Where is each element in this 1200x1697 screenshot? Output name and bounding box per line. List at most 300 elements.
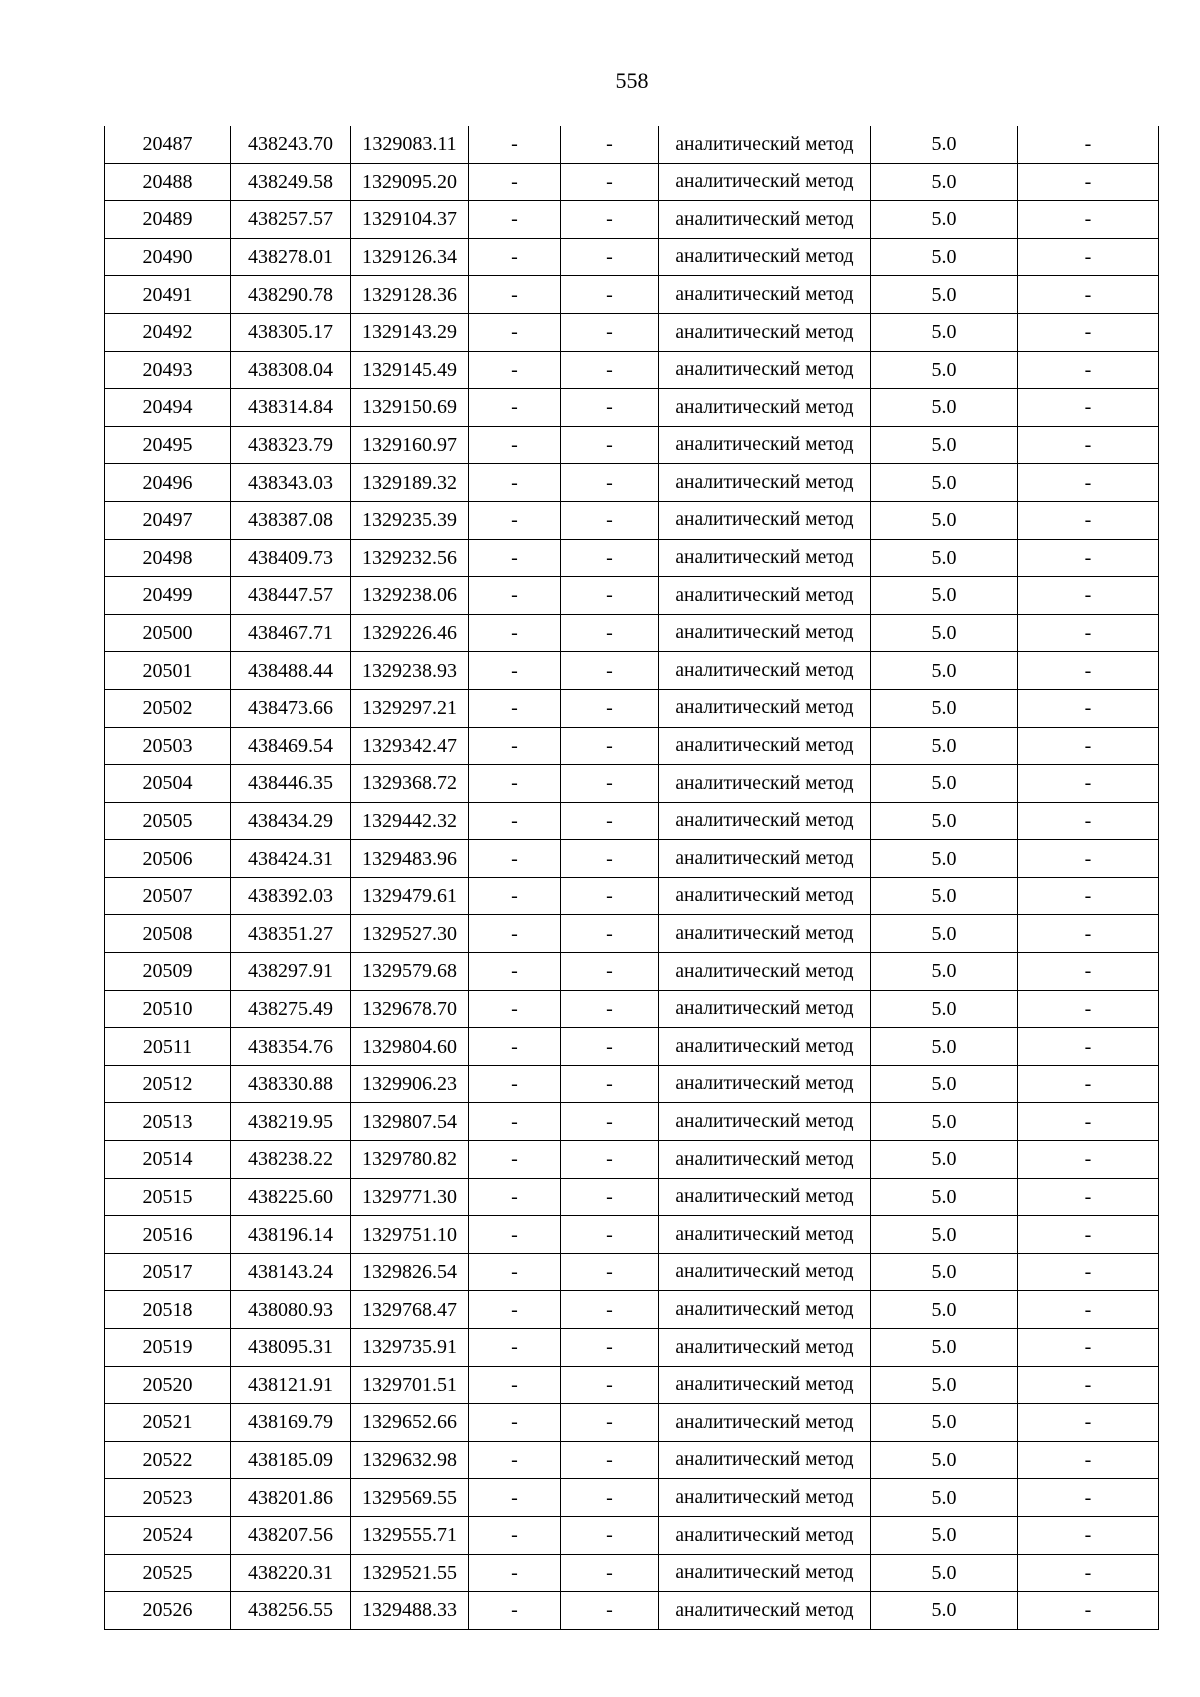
accuracy-cell: 5.0 <box>871 765 1018 803</box>
x-coordinate-cell: 438219.95 <box>231 1103 351 1141</box>
accuracy-cell: 5.0 <box>871 953 1018 991</box>
x-coordinate-cell: 438351.27 <box>231 915 351 953</box>
empty-cell: - <box>561 163 659 201</box>
empty-cell: - <box>1018 990 1159 1028</box>
point-number-cell: 20515 <box>105 1178 231 1216</box>
empty-cell: - <box>469 1366 561 1404</box>
x-coordinate-cell: 438185.09 <box>231 1441 351 1479</box>
empty-cell: - <box>469 915 561 953</box>
table-row <box>105 1065 1159 1103</box>
x-coordinate-cell: 438143.24 <box>231 1253 351 1291</box>
empty-cell: - <box>469 1141 561 1179</box>
point-number-cell: 20491 <box>105 276 231 314</box>
accuracy-cell: 5.0 <box>871 1216 1018 1254</box>
y-coordinate-cell: 1329143.29 <box>351 313 469 351</box>
x-coordinate-cell: 438243.70 <box>231 126 351 163</box>
point-number-cell: 20513 <box>105 1103 231 1141</box>
accuracy-cell: 5.0 <box>871 990 1018 1028</box>
method-cell: аналитический метод <box>659 1216 871 1254</box>
accuracy-cell: 5.0 <box>871 1028 1018 1066</box>
point-number-cell: 20512 <box>105 1065 231 1103</box>
point-number-cell: 20520 <box>105 1366 231 1404</box>
table-row <box>105 1592 1159 1630</box>
accuracy-cell: 5.0 <box>871 1291 1018 1329</box>
method-cell: аналитический метод <box>659 1103 871 1141</box>
method-cell: аналитический метод <box>659 1404 871 1442</box>
empty-cell: - <box>561 614 659 652</box>
x-coordinate-cell: 438467.71 <box>231 614 351 652</box>
accuracy-cell: 5.0 <box>871 201 1018 239</box>
method-cell: аналитический метод <box>659 689 871 727</box>
table-row <box>105 877 1159 915</box>
accuracy-cell: 5.0 <box>871 351 1018 389</box>
empty-cell: - <box>469 426 561 464</box>
accuracy-cell: 5.0 <box>871 652 1018 690</box>
table-row <box>105 1479 1159 1517</box>
table-row <box>105 501 1159 539</box>
table-row <box>105 1253 1159 1291</box>
empty-cell: - <box>469 1178 561 1216</box>
accuracy-cell: 5.0 <box>871 1592 1018 1630</box>
empty-cell: - <box>561 1329 659 1367</box>
y-coordinate-cell: 1329226.46 <box>351 614 469 652</box>
point-number-cell: 20497 <box>105 501 231 539</box>
empty-cell: - <box>561 1479 659 1517</box>
empty-cell: - <box>561 953 659 991</box>
x-coordinate-cell: 438169.79 <box>231 1404 351 1442</box>
point-number-cell: 20526 <box>105 1592 231 1630</box>
method-cell: аналитический метод <box>659 464 871 502</box>
y-coordinate-cell: 1329735.91 <box>351 1329 469 1367</box>
x-coordinate-cell: 438488.44 <box>231 652 351 690</box>
empty-cell: - <box>561 727 659 765</box>
table-row <box>105 1366 1159 1404</box>
table-row <box>105 765 1159 803</box>
empty-cell: - <box>561 1178 659 1216</box>
accuracy-cell: 5.0 <box>871 276 1018 314</box>
accuracy-cell: 5.0 <box>871 1329 1018 1367</box>
empty-cell: - <box>469 1441 561 1479</box>
table-row <box>105 464 1159 502</box>
method-cell: аналитический метод <box>659 877 871 915</box>
y-coordinate-cell: 1329579.68 <box>351 953 469 991</box>
point-number-cell: 20509 <box>105 953 231 991</box>
y-coordinate-cell: 1329083.11 <box>351 126 469 163</box>
table-row <box>105 1329 1159 1367</box>
empty-cell: - <box>469 689 561 727</box>
empty-cell: - <box>469 1479 561 1517</box>
empty-cell: - <box>561 840 659 878</box>
x-coordinate-cell: 438278.01 <box>231 238 351 276</box>
table-row <box>105 276 1159 314</box>
table-row <box>105 313 1159 351</box>
empty-cell: - <box>561 1404 659 1442</box>
point-number-cell: 20523 <box>105 1479 231 1517</box>
y-coordinate-cell: 1329652.66 <box>351 1404 469 1442</box>
method-cell: аналитический метод <box>659 652 871 690</box>
empty-cell: - <box>561 389 659 427</box>
y-coordinate-cell: 1329232.56 <box>351 539 469 577</box>
table-row <box>105 1404 1159 1442</box>
table-row <box>105 426 1159 464</box>
empty-cell: - <box>1018 201 1159 239</box>
empty-cell: - <box>1018 1479 1159 1517</box>
empty-cell: - <box>469 765 561 803</box>
accuracy-cell: 5.0 <box>871 802 1018 840</box>
empty-cell: - <box>1018 577 1159 615</box>
table-row <box>105 201 1159 239</box>
point-number-cell: 20524 <box>105 1516 231 1554</box>
method-cell: аналитический метод <box>659 1065 871 1103</box>
point-number-cell: 20500 <box>105 614 231 652</box>
empty-cell: - <box>561 689 659 727</box>
table-row <box>105 1141 1159 1179</box>
y-coordinate-cell: 1329569.55 <box>351 1479 469 1517</box>
empty-cell: - <box>469 727 561 765</box>
y-coordinate-cell: 1329128.36 <box>351 276 469 314</box>
point-number-cell: 20494 <box>105 389 231 427</box>
empty-cell: - <box>1018 1216 1159 1254</box>
y-coordinate-cell: 1329751.10 <box>351 1216 469 1254</box>
empty-cell: - <box>469 238 561 276</box>
empty-cell: - <box>1018 313 1159 351</box>
accuracy-cell: 5.0 <box>871 313 1018 351</box>
table-row <box>105 727 1159 765</box>
point-number-cell: 20519 <box>105 1329 231 1367</box>
empty-cell: - <box>469 1592 561 1630</box>
x-coordinate-cell: 438447.57 <box>231 577 351 615</box>
empty-cell: - <box>469 163 561 201</box>
empty-cell: - <box>469 1404 561 1442</box>
y-coordinate-cell: 1329297.21 <box>351 689 469 727</box>
accuracy-cell: 5.0 <box>871 1441 1018 1479</box>
empty-cell: - <box>561 577 659 615</box>
accuracy-cell: 5.0 <box>871 539 1018 577</box>
y-coordinate-cell: 1329342.47 <box>351 727 469 765</box>
x-coordinate-cell: 438249.58 <box>231 163 351 201</box>
page-number: 558 <box>615 68 649 93</box>
x-coordinate-cell: 438354.76 <box>231 1028 351 1066</box>
point-number-cell: 20516 <box>105 1216 231 1254</box>
method-cell: аналитический метод <box>659 1592 871 1630</box>
accuracy-cell: 5.0 <box>871 915 1018 953</box>
empty-cell: - <box>1018 1516 1159 1554</box>
empty-cell: - <box>469 953 561 991</box>
table-row <box>105 915 1159 953</box>
table-row <box>105 1103 1159 1141</box>
empty-cell: - <box>469 877 561 915</box>
empty-cell: - <box>561 1554 659 1592</box>
x-coordinate-cell: 438256.55 <box>231 1592 351 1630</box>
empty-cell: - <box>561 1592 659 1630</box>
empty-cell: - <box>561 877 659 915</box>
table-row <box>105 1028 1159 1066</box>
accuracy-cell: 5.0 <box>871 1554 1018 1592</box>
point-number-cell: 20506 <box>105 840 231 878</box>
method-cell: аналитический метод <box>659 614 871 652</box>
y-coordinate-cell: 1329768.47 <box>351 1291 469 1329</box>
method-cell: аналитический метод <box>659 351 871 389</box>
empty-cell: - <box>561 1516 659 1554</box>
point-number-cell: 20492 <box>105 313 231 351</box>
method-cell: аналитический метод <box>659 276 871 314</box>
table-row <box>105 1554 1159 1592</box>
empty-cell: - <box>1018 276 1159 314</box>
x-coordinate-cell: 438469.54 <box>231 727 351 765</box>
empty-cell: - <box>561 501 659 539</box>
table-row <box>105 163 1159 201</box>
method-cell: аналитический метод <box>659 840 871 878</box>
empty-cell: - <box>469 1216 561 1254</box>
method-cell: аналитический метод <box>659 1479 871 1517</box>
empty-cell: - <box>469 126 561 163</box>
y-coordinate-cell: 1329678.70 <box>351 990 469 1028</box>
point-number-cell: 20510 <box>105 990 231 1028</box>
empty-cell: - <box>1018 802 1159 840</box>
x-coordinate-cell: 438201.86 <box>231 1479 351 1517</box>
empty-cell: - <box>561 1216 659 1254</box>
empty-cell: - <box>469 1516 561 1554</box>
empty-cell: - <box>1018 689 1159 727</box>
y-coordinate-cell: 1329780.82 <box>351 1141 469 1179</box>
table-row <box>105 1291 1159 1329</box>
table-row <box>105 652 1159 690</box>
method-cell: аналитический метод <box>659 1441 871 1479</box>
empty-cell: - <box>1018 614 1159 652</box>
y-coordinate-cell: 1329238.06 <box>351 577 469 615</box>
empty-cell: - <box>1018 1366 1159 1404</box>
empty-cell: - <box>561 990 659 1028</box>
y-coordinate-cell: 1329479.61 <box>351 877 469 915</box>
empty-cell: - <box>561 765 659 803</box>
empty-cell: - <box>469 1065 561 1103</box>
empty-cell: - <box>1018 464 1159 502</box>
empty-cell: - <box>469 1291 561 1329</box>
empty-cell: - <box>561 126 659 163</box>
table-row <box>105 953 1159 991</box>
method-cell: аналитический метод <box>659 163 871 201</box>
y-coordinate-cell: 1329488.33 <box>351 1592 469 1630</box>
empty-cell: - <box>1018 163 1159 201</box>
point-number-cell: 20490 <box>105 238 231 276</box>
method-cell: аналитический метод <box>659 577 871 615</box>
table-row <box>105 1516 1159 1554</box>
empty-cell: - <box>1018 126 1159 163</box>
x-coordinate-cell: 438323.79 <box>231 426 351 464</box>
empty-cell: - <box>561 1141 659 1179</box>
method-cell: аналитический метод <box>659 990 871 1028</box>
method-cell: аналитический метод <box>659 1366 871 1404</box>
empty-cell: - <box>469 990 561 1028</box>
empty-cell: - <box>1018 351 1159 389</box>
y-coordinate-cell: 1329483.96 <box>351 840 469 878</box>
x-coordinate-cell: 438446.35 <box>231 765 351 803</box>
point-number-cell: 20508 <box>105 915 231 953</box>
y-coordinate-cell: 1329095.20 <box>351 163 469 201</box>
method-cell: аналитический метод <box>659 953 871 991</box>
x-coordinate-cell: 438080.93 <box>231 1291 351 1329</box>
x-coordinate-cell: 438314.84 <box>231 389 351 427</box>
empty-cell: - <box>1018 1028 1159 1066</box>
method-cell: аналитический метод <box>659 727 871 765</box>
x-coordinate-cell: 438473.66 <box>231 689 351 727</box>
empty-cell: - <box>1018 652 1159 690</box>
y-coordinate-cell: 1329368.72 <box>351 765 469 803</box>
empty-cell: - <box>1018 840 1159 878</box>
point-number-cell: 20488 <box>105 163 231 201</box>
empty-cell: - <box>1018 426 1159 464</box>
accuracy-cell: 5.0 <box>871 577 1018 615</box>
accuracy-cell: 5.0 <box>871 1516 1018 1554</box>
x-coordinate-cell: 438095.31 <box>231 1329 351 1367</box>
method-cell: аналитический метод <box>659 1516 871 1554</box>
x-coordinate-cell: 438434.29 <box>231 802 351 840</box>
empty-cell: - <box>469 464 561 502</box>
x-coordinate-cell: 438257.57 <box>231 201 351 239</box>
accuracy-cell: 5.0 <box>871 614 1018 652</box>
y-coordinate-cell: 1329160.97 <box>351 426 469 464</box>
empty-cell: - <box>1018 539 1159 577</box>
point-number-cell: 20495 <box>105 426 231 464</box>
method-cell: аналитический метод <box>659 539 871 577</box>
empty-cell: - <box>469 1028 561 1066</box>
method-cell: аналитический метод <box>659 1554 871 1592</box>
accuracy-cell: 5.0 <box>871 126 1018 163</box>
empty-cell: - <box>561 1441 659 1479</box>
y-coordinate-cell: 1329104.37 <box>351 201 469 239</box>
empty-cell: - <box>1018 1554 1159 1592</box>
method-cell: аналитический метод <box>659 238 871 276</box>
empty-cell: - <box>1018 953 1159 991</box>
empty-cell: - <box>469 201 561 239</box>
method-cell: аналитический метод <box>659 915 871 953</box>
point-number-cell: 20514 <box>105 1141 231 1179</box>
point-number-cell: 20502 <box>105 689 231 727</box>
table-row <box>105 840 1159 878</box>
empty-cell: - <box>561 652 659 690</box>
y-coordinate-cell: 1329442.32 <box>351 802 469 840</box>
accuracy-cell: 5.0 <box>871 238 1018 276</box>
table-row <box>105 1178 1159 1216</box>
empty-cell: - <box>561 351 659 389</box>
empty-cell: - <box>469 577 561 615</box>
x-coordinate-cell: 438290.78 <box>231 276 351 314</box>
point-number-cell: 20496 <box>105 464 231 502</box>
coordinates-table <box>104 126 1159 1630</box>
empty-cell: - <box>561 276 659 314</box>
method-cell: аналитический метод <box>659 1291 871 1329</box>
empty-cell: - <box>1018 1441 1159 1479</box>
x-coordinate-cell: 438387.08 <box>231 501 351 539</box>
y-coordinate-cell: 1329804.60 <box>351 1028 469 1066</box>
empty-cell: - <box>561 1366 659 1404</box>
point-number-cell: 20525 <box>105 1554 231 1592</box>
empty-cell: - <box>1018 389 1159 427</box>
point-number-cell: 20518 <box>105 1291 231 1329</box>
point-number-cell: 20521 <box>105 1404 231 1442</box>
empty-cell: - <box>561 802 659 840</box>
accuracy-cell: 5.0 <box>871 1065 1018 1103</box>
accuracy-cell: 5.0 <box>871 1404 1018 1442</box>
empty-cell: - <box>561 1065 659 1103</box>
accuracy-cell: 5.0 <box>871 1253 1018 1291</box>
empty-cell: - <box>1018 238 1159 276</box>
empty-cell: - <box>1018 915 1159 953</box>
empty-cell: - <box>469 539 561 577</box>
empty-cell: - <box>561 426 659 464</box>
empty-cell: - <box>469 389 561 427</box>
accuracy-cell: 5.0 <box>871 1479 1018 1517</box>
empty-cell: - <box>561 238 659 276</box>
empty-cell: - <box>469 840 561 878</box>
empty-cell: - <box>469 1253 561 1291</box>
accuracy-cell: 5.0 <box>871 840 1018 878</box>
table-row <box>105 990 1159 1028</box>
point-number-cell: 20507 <box>105 877 231 915</box>
point-number-cell: 20505 <box>105 802 231 840</box>
empty-cell: - <box>561 1103 659 1141</box>
table-body <box>105 126 1159 1629</box>
x-coordinate-cell: 438330.88 <box>231 1065 351 1103</box>
accuracy-cell: 5.0 <box>871 389 1018 427</box>
x-coordinate-cell: 438308.04 <box>231 351 351 389</box>
method-cell: аналитический метод <box>659 313 871 351</box>
accuracy-cell: 5.0 <box>871 163 1018 201</box>
method-cell: аналитический метод <box>659 802 871 840</box>
empty-cell: - <box>561 915 659 953</box>
point-number-cell: 20504 <box>105 765 231 803</box>
x-coordinate-cell: 438305.17 <box>231 313 351 351</box>
y-coordinate-cell: 1329145.49 <box>351 351 469 389</box>
y-coordinate-cell: 1329150.69 <box>351 389 469 427</box>
x-coordinate-cell: 438343.03 <box>231 464 351 502</box>
empty-cell: - <box>469 276 561 314</box>
x-coordinate-cell: 438297.91 <box>231 953 351 991</box>
table-row <box>105 614 1159 652</box>
method-cell: аналитический метод <box>659 201 871 239</box>
x-coordinate-cell: 438225.60 <box>231 1178 351 1216</box>
x-coordinate-cell: 438275.49 <box>231 990 351 1028</box>
empty-cell: - <box>1018 501 1159 539</box>
table-row <box>105 539 1159 577</box>
point-number-cell: 20503 <box>105 727 231 765</box>
y-coordinate-cell: 1329521.55 <box>351 1554 469 1592</box>
empty-cell: - <box>561 1291 659 1329</box>
empty-cell: - <box>1018 765 1159 803</box>
y-coordinate-cell: 1329771.30 <box>351 1178 469 1216</box>
table-row <box>105 1441 1159 1479</box>
x-coordinate-cell: 438207.56 <box>231 1516 351 1554</box>
y-coordinate-cell: 1329126.34 <box>351 238 469 276</box>
point-number-cell: 20489 <box>105 201 231 239</box>
y-coordinate-cell: 1329235.39 <box>351 501 469 539</box>
point-number-cell: 20517 <box>105 1253 231 1291</box>
table-row <box>105 389 1159 427</box>
empty-cell: - <box>469 614 561 652</box>
point-number-cell: 20498 <box>105 539 231 577</box>
y-coordinate-cell: 1329527.30 <box>351 915 469 953</box>
x-coordinate-cell: 438196.14 <box>231 1216 351 1254</box>
empty-cell: - <box>1018 877 1159 915</box>
method-cell: аналитический метод <box>659 1253 871 1291</box>
empty-cell: - <box>561 313 659 351</box>
empty-cell: - <box>469 351 561 389</box>
empty-cell: - <box>1018 1291 1159 1329</box>
empty-cell: - <box>469 501 561 539</box>
empty-cell: - <box>1018 1103 1159 1141</box>
table-row <box>105 689 1159 727</box>
point-number-cell: 20522 <box>105 1441 231 1479</box>
